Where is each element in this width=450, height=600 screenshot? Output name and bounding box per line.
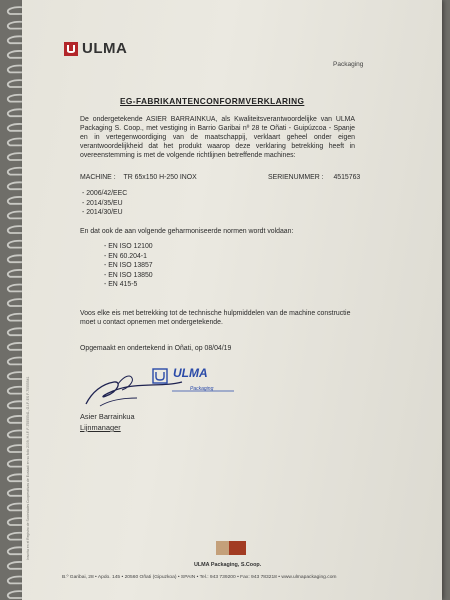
norm-item: - EN ISO 13857 <box>104 262 153 270</box>
machine-value: TR 65x150 H-250 INOX <box>123 174 197 181</box>
norm-item: - EN 60.204-1 <box>104 252 147 260</box>
place-date: Opgemaakt en ondertekend in Oñati, op 08/04/19 <box>80 345 232 352</box>
machine-line <box>80 174 197 181</box>
brand-subtitle: Packaging <box>333 61 364 68</box>
registration-side-note: Inscrita en el Registro de Sociedades Cooperativas de Euskadi en su folio 2009, H.I.F. F-75555541, G.I.F. ES F-75555541 <box>26 376 30 560</box>
directive-item: - 2006/42/EEC <box>82 190 128 197</box>
signer-name: Asier Barrainkua <box>80 412 135 421</box>
stamp-subtitle: Packaging <box>190 386 214 392</box>
machine-label: MACHINE : <box>80 174 116 181</box>
stamp-brand: ULMA <box>173 366 208 380</box>
directive-list <box>82 189 127 218</box>
declaration-intro: De ondergetekende ASIER BARRAINKUA, als Kwaliteitsverantwoordelijke van ULMA Packaging S. Coop., met vestiging in Barrio Garibai nº 28 te Oñati - Guipúzcoa - Spanje en in vertegenwoordiging van de maatschappij, verklaart geheel onder eigen verantwoordelijkheid dat het produkt waarop deze verklaring betrekking heeft in overeenstemming is met de volgende richtlijnen betreffende machines: <box>80 116 355 159</box>
directive-item: - 2014/35/EU <box>82 199 123 207</box>
ulma-logo <box>64 40 127 57</box>
document-title: EG-FABRIKANTENCONFORMVERKLARING <box>120 96 305 106</box>
ulma-logo-icon <box>64 42 78 56</box>
directive-item: - 2014/30/EU <box>82 209 123 217</box>
norms-list <box>104 242 153 290</box>
norm-item: - EN ISO 13850 <box>104 271 153 279</box>
signer-role: Lijnmanager <box>80 423 121 432</box>
norm-item: - EN ISO 12100 <box>104 243 153 250</box>
brand-name: ULMA <box>82 40 128 57</box>
serial-label: SERIENUMMER : <box>268 174 324 181</box>
norms-intro: En dat ook de aan volgende geharmoniseerde normen wordt voldaan: <box>80 228 294 235</box>
footer-logo-icon <box>216 541 246 555</box>
footer-address: B.º Garibai, 28 • Apdo. 145 • 20560 Oñati (Gipuzkoa) • SPAIN • Tel.: 943 739200 • Fax: 943 783218 • www.ulmapackaging.com <box>62 575 337 580</box>
technical-note: Voos elke eis met betrekking tot de technische hulpmiddelen van de machine constructie moet u contact opnemen met ondergetekende. <box>80 310 351 326</box>
document-page <box>22 0 442 600</box>
norm-item: - EN 415-5 <box>104 281 138 289</box>
serial-value: 4515763 <box>333 174 361 181</box>
serial-line <box>268 174 360 181</box>
footer-company: ULMA Packaging, S.Coop. <box>194 562 262 568</box>
